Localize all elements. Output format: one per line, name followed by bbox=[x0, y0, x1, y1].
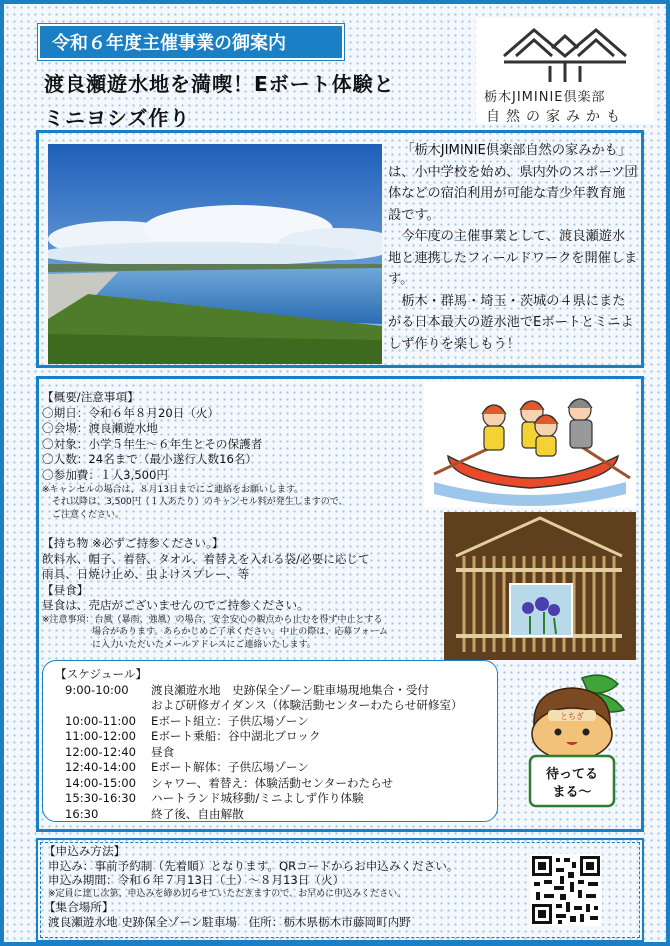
roof-logo-icon bbox=[502, 22, 628, 84]
cancel-note-1: ※キャンセルの場合は、８月13日までにご連絡をお願いします。 bbox=[42, 484, 304, 495]
schedule-row: および研修ガイダンス（体験活動センターわたらせ研修室） bbox=[151, 698, 463, 712]
overview-date: 〇期日：令和６年８月20日（火） bbox=[42, 405, 220, 420]
intro-text bbox=[388, 140, 638, 355]
belongings-line-1: 飲料水、帽子、着替、タオル、着替えを入れる袋/必要に応じて bbox=[42, 551, 370, 566]
mascot-illustration bbox=[512, 670, 632, 820]
schedule-row: 15:30-16:30 ハートランド城移動/ミニよしず作り体験 bbox=[65, 791, 364, 805]
weather-note-1: ※注意事項：台風（暴雨、強風）の場合、安全安心の観点から止むを得ず中止とする bbox=[42, 614, 383, 625]
schedule-row: 12:40-14:00 Eボート解体：子供広場ゾーン bbox=[65, 760, 309, 774]
logo-text-club: 栃木JIMINIE倶楽部 bbox=[484, 90, 606, 105]
schedule-row: 14:00-15:00 シャワー、着替え：体験活動センターわたらせ bbox=[65, 775, 393, 790]
overview-target: 〇対象：小学５年生〜６年生とその保護者 bbox=[42, 436, 263, 451]
overview-fee: 〇参加費：１人3,500円 bbox=[42, 467, 168, 482]
application-section bbox=[44, 844, 458, 929]
belongings-heading: 【持ち物 ※必ずご持参ください。】 bbox=[42, 536, 224, 550]
schedule-heading: 【スケジュール】 bbox=[55, 667, 148, 681]
schedule-row: 9:00-10:00 渡良瀬遊水地 史跡保全ゾーン駐車場現地集合・受付 bbox=[65, 682, 430, 697]
application-method: 申込み：事前予約制（先着順）となります。QRコードからお申込みください。 bbox=[48, 858, 459, 873]
intro-paragraph-2: 今年度の主催事業として、渡良瀬遊水地と連携したフィールドワークを開催します。 bbox=[388, 229, 638, 287]
weather-note-3: に入力いただいたメールアドレスにご連絡いたします。 bbox=[92, 639, 316, 650]
mascot-sign-line1: 待ってる bbox=[545, 767, 599, 782]
header-badge: 令和６年度主催事業の御案内 bbox=[38, 24, 344, 60]
belongings-section bbox=[42, 536, 388, 651]
application-note: ※定員に達し次第、申込みを締め切らせていただきますので、お早めに申込みください。 bbox=[48, 888, 407, 899]
qr-code[interactable] bbox=[530, 854, 602, 926]
schedule-row: 12:00-12:40 昼食 bbox=[65, 744, 175, 759]
overview-capacity: 〇人数：24名まで（最小遂行人数16名） bbox=[42, 452, 258, 467]
schedule-row: 16:30 終了後、自由解散 bbox=[65, 806, 244, 821]
application-period: 申込み期間：令和６年７月13日（土）〜８月13日（火） bbox=[48, 873, 345, 887]
weather-note-2: 場合があります。あらかじめご了承ください。中止の際は、応募フォーム bbox=[92, 627, 388, 638]
lunch-line-1: 昼食は、売店がございませんのでご持参ください。 bbox=[42, 598, 309, 613]
meeting-heading: 【集合場所】 bbox=[44, 900, 114, 914]
belongings-line-2: 雨具、日焼け止め、虫よけスプレー、等 bbox=[42, 567, 250, 582]
overview-heading: 【概要/注意事項】 bbox=[42, 390, 139, 404]
logo-text-facility: 自然の家みかも bbox=[486, 109, 626, 125]
yoshizu-photo bbox=[444, 512, 636, 660]
cancel-note-3: ご注意ください。 bbox=[52, 509, 125, 520]
page-title-line2: ミニヨシズ作り bbox=[44, 106, 191, 130]
meeting-place: 渡良瀬遊水地 史跡保全ゾーン駐車場 住所：栃木県栃木市藤岡町内野 bbox=[48, 914, 411, 929]
mascot-sign-line2: まる〜 bbox=[552, 785, 592, 800]
overview-section bbox=[42, 390, 348, 521]
cancel-note-2: それ以降は、3,500円（１人あたり）のキャンセル料が発生しますので、 bbox=[52, 497, 348, 508]
page-title-line1: 渡良瀬遊水地を満喫！Eボート体験と bbox=[44, 72, 395, 96]
rafting-illustration bbox=[424, 382, 636, 508]
application-heading: 【申込み方法】 bbox=[44, 844, 126, 858]
lunch-heading: 【昼食】 bbox=[42, 582, 89, 597]
reservoir-photo bbox=[48, 144, 382, 364]
intro-paragraph-1: 「栃木JIMINIE倶楽部自然の家みかも」は、小中学校を始め、県内外のスポーツ団体などの宿泊利用が可能な青少年教育施設です。 bbox=[388, 143, 638, 223]
schedule-box bbox=[42, 660, 498, 822]
schedule-row: 11:00-12:00 Eボート乗船：谷中湖北ブロック bbox=[65, 729, 321, 743]
schedule-row: 10:00-11:00 Eボート組立：子供広場ゾーン bbox=[65, 713, 309, 728]
intro-paragraph-3: 栃木・群馬・埼玉・茨城の４県にまたがる日本最大の遊水池でEボートとミニよしず作りを楽しもう！ bbox=[388, 293, 634, 352]
mascot-badge-text: とちぎ bbox=[560, 712, 584, 721]
overview-venue: 〇会場：渡良瀬遊水地 bbox=[42, 421, 158, 436]
facility-logo bbox=[476, 18, 654, 124]
